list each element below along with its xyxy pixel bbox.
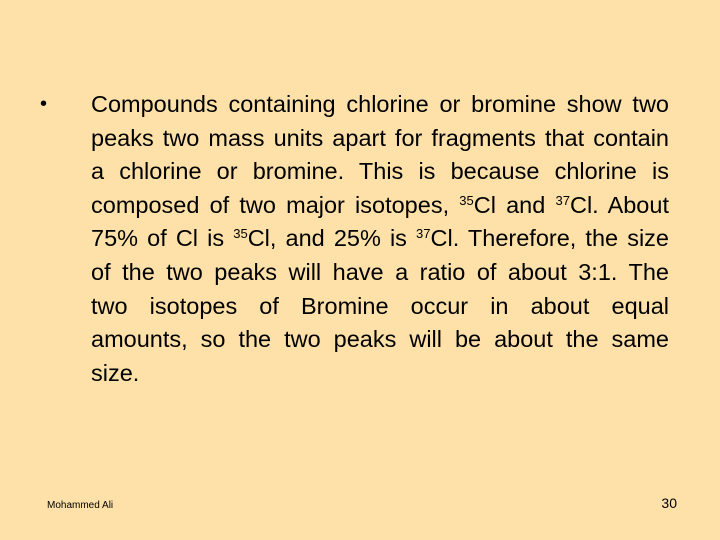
footer-author: Mohammed Ali [47, 500, 114, 511]
paragraph-text: Cl. Therefore, the size of the two peaks will have a ratio of about 3:1. The two isotopes of Bromine occur in about equal amounts, so the two peaks will be about the same size. [91, 225, 669, 386]
paragraph-text: Cl. About 75% of Cl is [91, 191, 669, 252]
bullet-point-icon: • [40, 93, 48, 115]
isotope-superscript: 35 [233, 226, 248, 242]
isotope-superscript: 37 [555, 192, 570, 208]
isotope-superscript: 37 [416, 226, 431, 242]
paragraph-text: Cl, and 25% is [247, 225, 417, 252]
paragraph-text: Cl and [473, 191, 556, 218]
page-number: 30 [661, 495, 677, 511]
body-paragraph [91, 88, 669, 390]
isotope-superscript: 35 [459, 192, 474, 208]
paragraph-text: Compounds containing chlorine or bromine show two peaks two mass units apart for fragments that contain a chlorine or bromine. This is because chlorine is composed of two major isotopes, [91, 91, 669, 218]
